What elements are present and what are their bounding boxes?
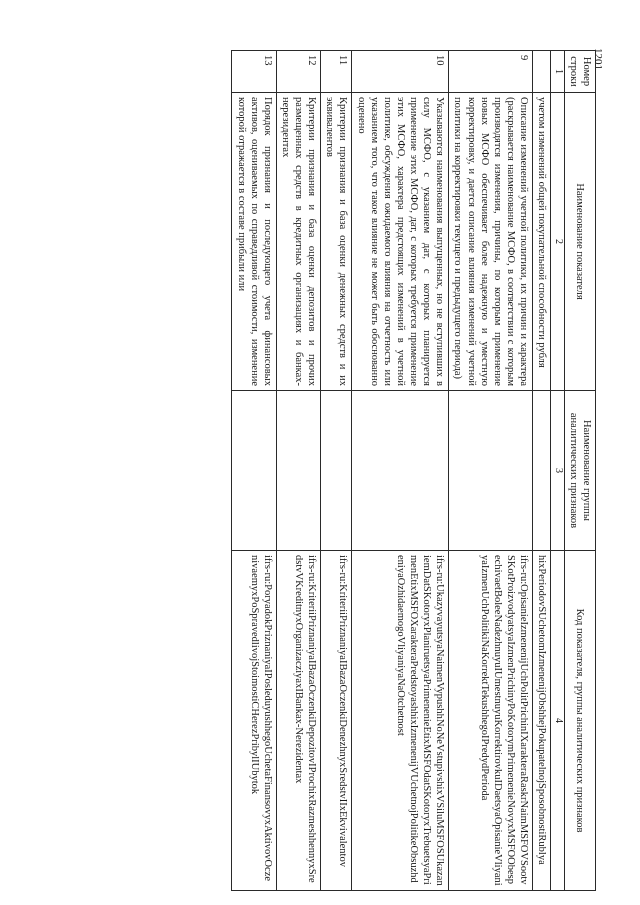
indicator-code: ifrs-ru:OpisanieIzmenenijUchPolitPrichinIXarakteraRaskrNaimMSFOVSootvSKotProizvodyatsyaIzmenPrichinyPoKotorymPrimenenieNovyxMSFOObespechivaetBoleeNadezhnuyuIUmestnuyuKorrektirovkuIDaetsyaOpisanieVliyaniyaIzmenUchPolitikiNaKorrektTekushhegoIPredydPerioda: [449, 551, 533, 891]
header-code: Код показателя, группы аналитических признаков: [564, 551, 595, 891]
row-number: 12: [276, 51, 320, 93]
column-number-row: [551, 51, 565, 891]
group-name: [232, 391, 276, 551]
table-row: [533, 51, 551, 891]
indicator-name: Порядок признания и последующего учета финансовых активов, оцениваемых по справедливой стоимости, изменение которой отражается в составе прибыли или: [232, 93, 276, 391]
indicator-name: Критерии признания и база оценки депозитов и прочих размещенных средств в кредитных организациях и банках-нерезидентах: [276, 93, 320, 391]
table-row: [352, 51, 449, 891]
table-row: [321, 51, 352, 891]
header-group-name: Наименование группы аналитических признаков: [564, 391, 595, 551]
group-name: [276, 391, 320, 551]
table-row: [232, 51, 276, 891]
table-row: [276, 51, 320, 891]
column-number: 4: [551, 551, 565, 891]
indicator-code: hixPeriodovSUchetomIzmenenijObshhejPokupatelnojSposobnostiRublya: [533, 551, 551, 891]
indicators-table: [232, 50, 597, 891]
row-number: 9: [449, 51, 533, 93]
group-name: [352, 391, 449, 551]
row-number: 13: [232, 51, 276, 93]
rotated-table-container: [116, 50, 596, 890]
indicator-name: Критерии признания и база оценки денежных средств и их эквивалентов: [321, 93, 352, 391]
indicator-name: учетом изменений общей покупательной способности рубля: [533, 93, 551, 391]
indicator-code: ifrs-ru:UkazyvayutsyaNaimenVypushhNoNeVstupivshixVSiluMSFOSUkazaniemDatSKotoryxPlaniruetsyaPrimenenieEtixMSFOdatSKotoryxTrebuetsyaPrimenEtixMSFOXarakteraPredstoyashhixIzmenenijVUchetnojPolitikeObsuzhdeniyaOzhidaemogoVliyaniyaNaOtchetnost: [352, 551, 449, 891]
page-number: 1201: [592, 48, 604, 70]
table-row: [449, 51, 533, 891]
header-row-no: Номер строки: [564, 51, 595, 93]
indicator-code: ifrs-ru:KriteriiPriznaniyaIBazaOczenkiDenezhnyxSredstvIIxEkvivalentov: [321, 551, 352, 891]
indicator-code: ifrs-ru:PoryadokPriznaniyaIPosleduyushhegoUchetaFinansovyxAktivovOczenivaemyxPoSpravedlivojStoimostiCHerezPribylIUbytok: [232, 551, 276, 891]
header-indicator-name: Наименование показателя: [564, 93, 595, 391]
group-name: [449, 391, 533, 551]
row-number: 10: [352, 51, 449, 93]
row-number: 11: [321, 51, 352, 93]
indicator-name: Указываются наименования выпущенных, но не вступивших в силу МСФО, с указанием дат, с которых планируется применение этих МСФО, дат, с которых требуется применение этих МСФО, характера предстоящих изменений в учетной политике, обсуждения ожидаемого влияния на отчетность или указанием того, что такое влияние не может быть обоснованно оценено: [352, 93, 449, 391]
column-number: 2: [551, 93, 565, 391]
group-name: [321, 391, 352, 551]
column-number: 3: [551, 391, 565, 551]
column-number: 1: [551, 51, 565, 93]
group-name: [533, 391, 551, 551]
table-header-row: [564, 51, 595, 891]
row-number: [533, 51, 551, 93]
indicator-code: ifrs-ru:KriteriiPriznaniyaIBazaOczenkiDepozitovIProchixRazmeshhennyxSredstvVKreditnyxOrganizacziyaxIBankax-Nerezidentax: [276, 551, 320, 891]
indicator-name: Описание изменений учетной политики, их причин и характера (раскрывается наименование МСФО, в соответствии с которым производятся изменения, причины, по которым применение новых МСФО обеспечивает более надежную и уместную корректировку, и дается описание влияния изменений учетной политики на корректировки текущего и предыдущего периода): [449, 93, 533, 391]
